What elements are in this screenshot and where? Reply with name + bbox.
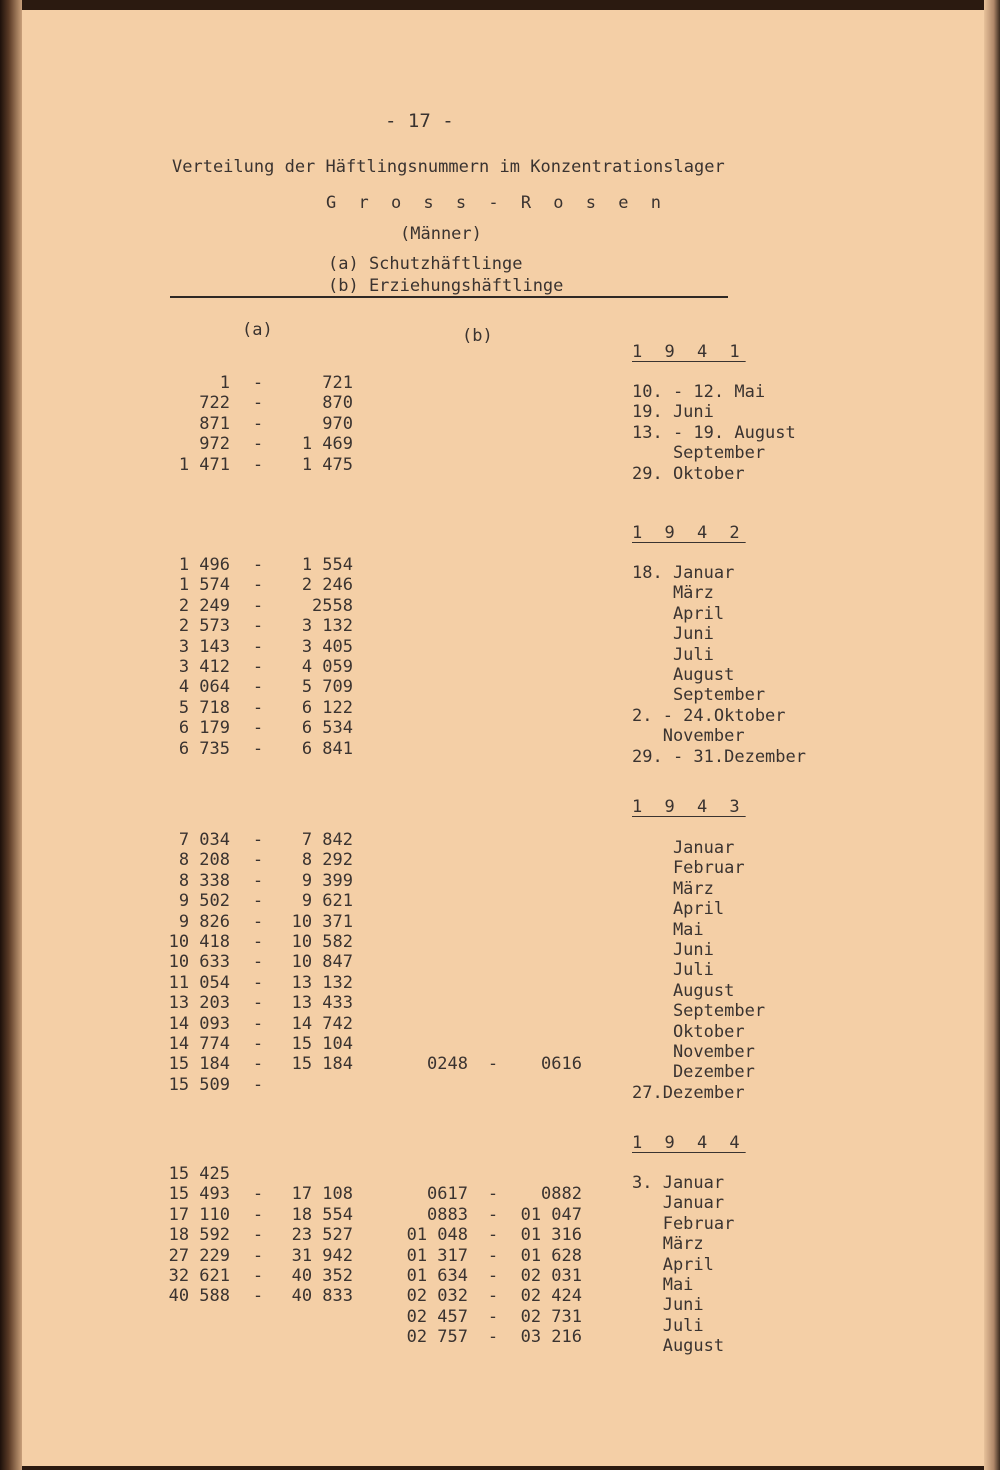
range-dash: - — [252, 657, 264, 677]
range-dash: - — [252, 1184, 264, 1205]
range-dash: - — [252, 850, 264, 871]
number-from: 10 633 — [168, 952, 230, 973]
page-edge — [984, 0, 1000, 1470]
number-to: 23 527 — [291, 1225, 353, 1246]
range-dash: - — [252, 1054, 264, 1075]
range-dash: - — [487, 1225, 499, 1246]
range-dash: - — [252, 677, 264, 698]
number-from: 8 208 — [178, 850, 230, 871]
range-dash: - — [252, 373, 264, 393]
number-to: 15 104 — [291, 1034, 353, 1054]
number-to-b: 01 047 — [520, 1204, 582, 1225]
document-title: Verteilung der Häftlingsnummern im Konzentrationslager — [172, 157, 725, 177]
month-entry: August — [632, 1336, 725, 1357]
month-entry: September — [632, 685, 766, 706]
month-entry: 13. - 19. August — [632, 422, 796, 443]
column-a-header: (a) — [242, 320, 273, 340]
number-to: 9 399 — [301, 870, 353, 891]
number-from: 15 184 — [168, 1054, 230, 1075]
month-entry: August — [632, 980, 735, 1001]
legend-a: (a) Schutzhäftlinge — [328, 254, 523, 274]
number-to-b: 0616 — [541, 1054, 582, 1075]
month-entry: Mai — [632, 919, 704, 940]
number-to: 10 582 — [291, 932, 353, 952]
number-to-b: 02 424 — [520, 1286, 582, 1307]
number-from: 9 502 — [178, 891, 230, 912]
number-from-b: 0617 — [427, 1184, 468, 1205]
month-entry: Februar — [632, 858, 745, 879]
range-dash: - — [487, 1184, 499, 1205]
month-entry: Juli — [632, 960, 714, 981]
number-from: 10 418 — [168, 932, 230, 952]
number-to: 1 469 — [301, 434, 353, 455]
range-dash: - — [252, 1225, 264, 1246]
range-dash: - — [252, 616, 264, 637]
number-to: 6 841 — [301, 738, 353, 759]
number-from-b: 02 457 — [406, 1306, 468, 1327]
number-to: 40 833 — [291, 1286, 353, 1307]
number-to: 3 132 — [301, 616, 353, 637]
range-dash: - — [252, 454, 264, 475]
month-entry: Juni — [632, 940, 714, 960]
number-from: 722 — [199, 393, 230, 414]
month-entry: April — [632, 1254, 714, 1275]
month-entry: Juni — [632, 1295, 704, 1316]
range-dash: - — [252, 1245, 264, 1266]
number-from: 17 110 — [168, 1204, 230, 1225]
number-from: 1 — [219, 373, 230, 393]
month-entry: Januar — [632, 1193, 725, 1214]
number-to: 5 709 — [301, 677, 353, 698]
number-from: 40 588 — [168, 1286, 230, 1307]
month-entry: 19. Juni — [632, 402, 714, 423]
range-dash: - — [252, 595, 264, 616]
year-heading: 1 9 4 3 — [632, 797, 746, 817]
year-heading: 1 9 4 4 — [632, 1133, 746, 1153]
range-dash: - — [252, 1074, 264, 1095]
number-from: 6 735 — [178, 738, 230, 759]
number-from: 972 — [199, 434, 230, 455]
month-entry: Februar — [632, 1213, 735, 1234]
number-to: 1 554 — [301, 555, 353, 575]
number-from: 7 034 — [178, 830, 230, 850]
range-dash: - — [487, 1266, 499, 1286]
number-to: 2 246 — [301, 575, 353, 596]
range-dash: - — [252, 1034, 264, 1054]
number-from: 14 093 — [168, 1013, 230, 1034]
number-to: 7 842 — [301, 830, 353, 850]
number-to: 13 433 — [291, 993, 353, 1014]
column-b-header: (b) — [462, 326, 493, 346]
range-dash: - — [252, 1286, 264, 1307]
range-dash: - — [252, 697, 264, 718]
number-to: 3 405 — [301, 636, 353, 657]
range-dash: - — [252, 993, 264, 1014]
number-from: 3 143 — [178, 636, 230, 657]
month-entry: 29. Oktober — [632, 463, 745, 484]
range-dash: - — [487, 1306, 499, 1327]
number-to: 1 475 — [301, 454, 353, 475]
range-dash: - — [487, 1327, 499, 1348]
month-entry: Juli — [632, 1315, 704, 1336]
number-from: 2 249 — [178, 595, 230, 616]
number-to-b: 01 628 — [520, 1245, 582, 1266]
number-to: 17 108 — [291, 1184, 353, 1205]
range-dash: - — [252, 891, 264, 912]
month-entry: November — [632, 1042, 755, 1062]
number-from: 13 203 — [168, 993, 230, 1014]
number-from: 1 496 — [178, 555, 230, 575]
number-from: 2 573 — [178, 616, 230, 637]
month-entry: Januar — [632, 838, 735, 858]
range-dash: - — [252, 1266, 264, 1286]
number-from: 15 509 — [168, 1074, 230, 1095]
number-from: 1 471 — [178, 454, 230, 475]
month-entry: März — [632, 1234, 704, 1255]
month-entry: 3. Januar — [632, 1173, 725, 1193]
legend-b: (b) Erziehungshäftlinge — [328, 276, 564, 296]
number-from: 9 826 — [178, 911, 230, 932]
range-dash: - — [252, 413, 264, 434]
number-from-b: 02 032 — [406, 1286, 468, 1307]
number-to-b: 03 216 — [520, 1327, 582, 1348]
month-entry: September — [632, 1001, 766, 1022]
month-entry: August — [632, 665, 735, 685]
number-to: 14 742 — [291, 1013, 353, 1034]
range-dash: - — [252, 830, 264, 850]
number-to: 15 184 — [291, 1054, 353, 1075]
number-from: 15 493 — [168, 1184, 230, 1205]
number-to-b: 01 316 — [520, 1225, 582, 1246]
number-to: 970 — [322, 413, 353, 434]
number-to: 40 352 — [291, 1266, 353, 1286]
number-from: 8 338 — [178, 870, 230, 891]
number-from: 11 054 — [168, 972, 230, 993]
number-from-b: 0883 — [427, 1204, 468, 1225]
number-to: 6 122 — [301, 697, 353, 718]
month-entry: Mai — [632, 1275, 694, 1295]
number-from: 14 774 — [168, 1034, 230, 1054]
page-number: - 17 - — [385, 110, 454, 132]
number-to: 31 942 — [291, 1245, 353, 1266]
range-dash: - — [487, 1204, 499, 1225]
range-dash: - — [487, 1054, 499, 1075]
month-entry: 2. - 24.Oktober — [632, 705, 786, 726]
number-from: 27 229 — [168, 1245, 230, 1266]
book-binding — [0, 0, 22, 1470]
number-from-b: 01 634 — [406, 1266, 468, 1286]
month-entry: April — [632, 603, 725, 624]
number-to: 870 — [322, 393, 353, 414]
range-dash: - — [252, 870, 264, 891]
number-to: 9 621 — [301, 891, 353, 912]
number-to: 13 132 — [291, 972, 353, 993]
number-to: 8 292 — [301, 850, 353, 871]
range-dash: - — [252, 555, 264, 575]
subtitle: (Männer) — [400, 224, 482, 244]
number-from: 871 — [199, 413, 230, 434]
year-heading: 1 9 4 2 — [632, 523, 746, 543]
divider-line — [170, 296, 728, 298]
number-from-b: 01 048 — [406, 1225, 468, 1246]
number-to-b: 0882 — [541, 1184, 582, 1205]
year-heading: 1 9 4 1 — [632, 342, 746, 362]
number-from: 1 574 — [178, 575, 230, 596]
number-to: 721 — [322, 373, 353, 393]
number-to: 18 554 — [291, 1204, 353, 1225]
month-entry: Oktober — [632, 1021, 745, 1042]
range-dash: - — [252, 434, 264, 455]
number-from: 6 179 — [178, 718, 230, 739]
number-to: 2558 — [312, 595, 353, 616]
range-dash: - — [252, 738, 264, 759]
number-to: 6 534 — [301, 718, 353, 739]
month-entry: März — [632, 583, 714, 604]
range-dash: - — [252, 718, 264, 739]
camp-name: G r o s s - R o s e n — [326, 193, 667, 213]
number-to-b: 02 731 — [520, 1306, 582, 1327]
number-to: 10 371 — [291, 911, 353, 932]
range-dash: - — [487, 1286, 499, 1307]
month-entry: 18. Januar — [632, 563, 735, 583]
month-entry: 29. - 31.Dezember — [632, 746, 806, 767]
month-entry: 10. - 12. Mai — [632, 382, 766, 402]
range-dash: - — [487, 1245, 499, 1266]
month-entry: September — [632, 443, 766, 464]
month-entry: März — [632, 878, 714, 899]
month-entry: November — [632, 726, 745, 747]
range-dash: - — [252, 575, 264, 596]
range-dash: - — [252, 932, 264, 952]
range-dash: - — [252, 393, 264, 414]
number-to: 4 059 — [301, 657, 353, 677]
number-from-b: 0248 — [427, 1054, 468, 1075]
month-entry: Juni — [632, 624, 714, 645]
month-entry: Dezember — [632, 1062, 755, 1083]
number-from-b: 02 757 — [406, 1327, 468, 1348]
range-dash: - — [252, 636, 264, 657]
range-dash: - — [252, 1013, 264, 1034]
number-from: 18 592 — [168, 1225, 230, 1246]
range-dash: - — [252, 952, 264, 973]
number-from-b: 01 317 — [406, 1245, 468, 1266]
range-dash: - — [252, 972, 264, 993]
range-dash: - — [252, 1204, 264, 1225]
range-dash: - — [252, 911, 264, 932]
number-from: 15 425 — [168, 1164, 230, 1184]
month-entry: April — [632, 899, 725, 920]
number-to: 10 847 — [291, 952, 353, 973]
number-from: 32 621 — [168, 1266, 230, 1286]
month-entry: 27.Dezember — [632, 1082, 745, 1103]
number-to-b: 02 031 — [520, 1266, 582, 1286]
number-from: 4 064 — [178, 677, 230, 698]
month-entry: Juli — [632, 644, 714, 665]
number-from: 5 718 — [178, 697, 230, 718]
number-from: 3 412 — [178, 657, 230, 677]
